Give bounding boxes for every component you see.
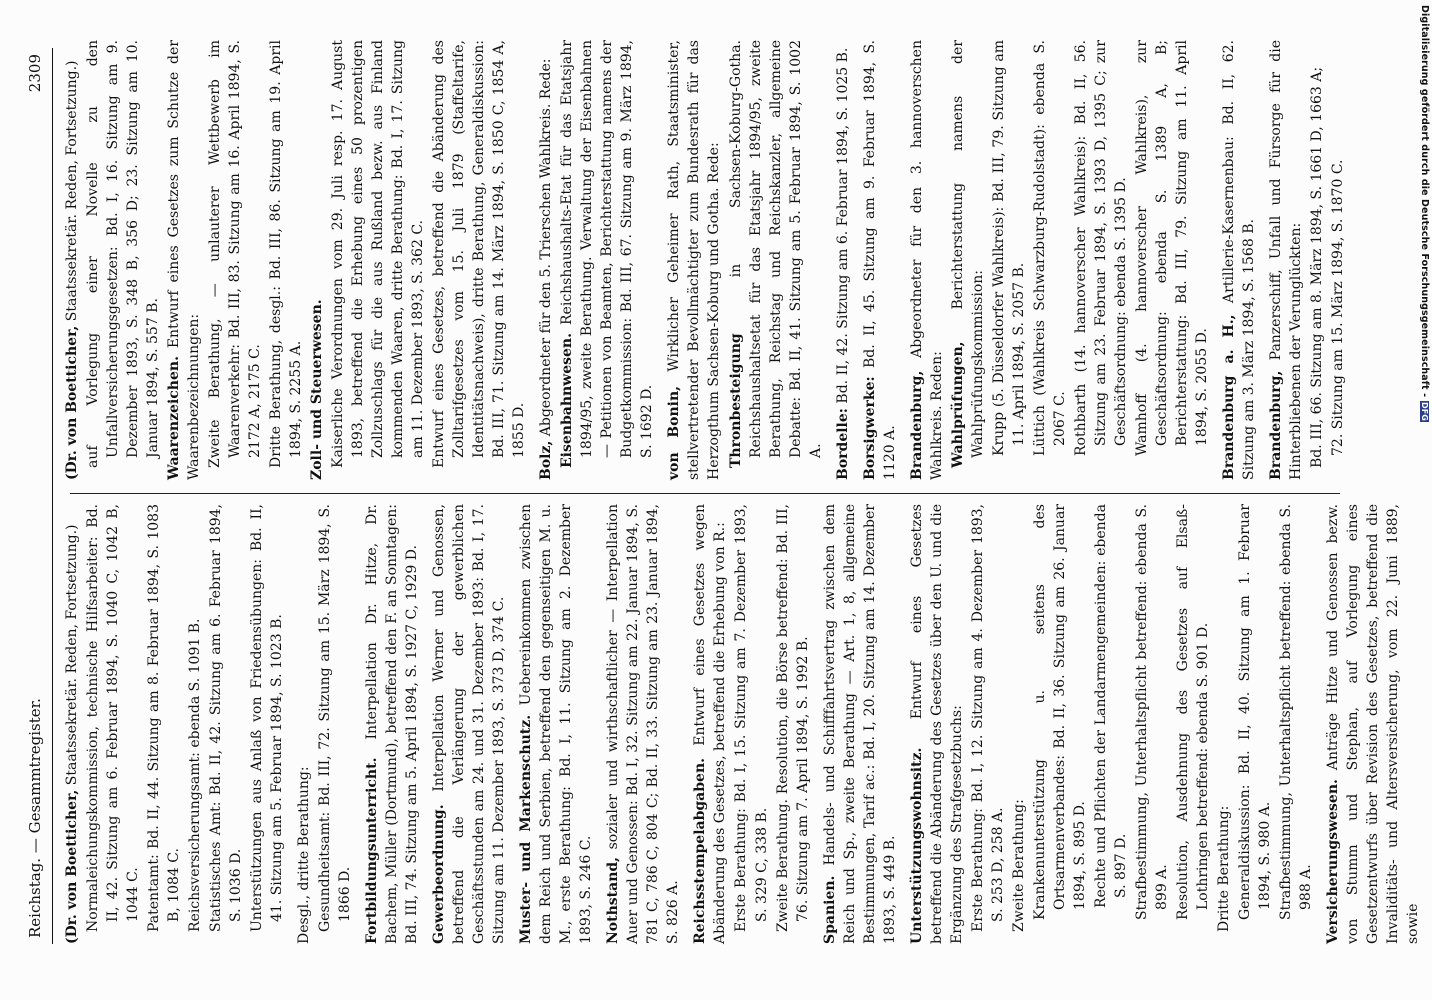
entry-keyword: Brandenburg a. H., [1220,314,1237,480]
entry-keyword: Wahlprüfungen, [949,341,966,468]
entry-text: Staatssekretär. Reden, Fortsetzung.) [64,60,80,326]
column-divider [70,493,1340,494]
index-entry [429,504,509,944]
index-entry [1214,504,1234,944]
entry-text: Zweite Berathung: [1010,799,1027,932]
entry-keyword: Versicherungswesen. [1324,779,1341,944]
entry-keyword: Bolz, [538,440,555,480]
entry-keyword: Zoll- und Steuerwesen. [309,299,326,480]
index-entry [1132,40,1212,480]
entry-text: Zweite Berathung, — unlauterer Wettbewerb im Waarenverkehr: Bd. III, 83. Sitzung am 16. April 1894, S. 2172 A, 2175 C. [207,40,264,468]
index-entry [1323,504,1423,944]
index-entry [1266,40,1306,480]
entry-text: Bd. III, 66. Sitzung am 8. März 1894, S. 1661 D, 1663 A; [1308,66,1325,468]
entry-text: Resolution, Ausdehnung des Gesetzes auf Elsaß-Lothringen betreffend: ebenda S. 901 D. [1174,504,1211,920]
left-column [62,504,1424,944]
entry-text: Generaldiskussion: Bd. II, 40. Sitzung am 1. Februar 1894, S. 980 A. [1236,504,1273,920]
index-entry [907,40,947,480]
entry-text: Normaleichungskommission, technische Hilfsarbeiter: Bd. II, 42. Sitzung am 6. Februar 1894, S. 1040 C, 1042 B, 1044 C. [85,504,142,932]
entry-text: Unterstützungen aus Anlaß von Friedensübungen: Bd. II, 41. Sitzung am 5. Februar 1894, S. 1023 B. [249,504,286,932]
right-column [62,40,1349,480]
entry-text: Rothbarth (14. hannoverscher Wahlkreis): Bd. II, 56. Sitzung am 23. Februar 1894, S. 1393 D, 1395 C; zur Geschäftsordnung: ebenda S. 1395 D. [1072,40,1129,456]
entry-text: Bd. II, 42. Sitzung am 6. Februar 1894, S. 1025 B. [834,47,851,409]
index-entry [1030,40,1070,480]
index-entry [185,504,205,944]
entry-keyword: Gewerbeordnung. [431,804,448,944]
entry-text: Handels- und Schifffahrtsvertrag zwischen dem Reich und Sp., zweite Berathung — Art. 1, 8, allgemeine Bestimmungen, Tarif ac.: Bd. I, 20. Sitzung am 14. Dezember 1893, S. 449 B. [821,504,898,944]
running-header [18,48,53,944]
digitization-credit-text: Digitalisierung gefördert durch die Deutsche Forschungsgemeinschaft - [1419,5,1430,401]
index-entry [989,40,1029,480]
index-entry [294,504,314,944]
index-entry [731,504,771,944]
entry-text: Dritte Berathung: [1215,805,1232,932]
index-entry [833,40,853,480]
index-entry [362,504,422,944]
index-entry [1235,504,1275,944]
entry-text: sozialer und wirthschaftlicher — Interpellation Auer und Genossen: Bd. I, 32. Sitzung am 22. Januar 1894, S. 781 C, 786 C, 804 C; Bd. II, 33. Sitzung am 23. Januar 1894, S. 826 A. [605,504,682,944]
entry-keyword: Brandenburg, [908,370,925,480]
entry-text: in Sachsen-Koburg-Gotha. Reichshaushaltsetat für das Etatsjahr 1894/95, zweite Berathung, Reichstag und Reichskanzler, allgemeine Debatte: Bd. II, 41. Sitzung am 5. Februar 1894, S. 1002 A. [727,40,824,458]
index-entry [62,40,82,480]
index-entry [690,504,730,944]
entry-keyword: Eisenbahnwesen. [559,333,576,468]
entry-text: Dritte Berathung, desgl.: Bd. III, 86. Sitzung am 19. April 1894, S. 2255 A. [268,40,305,468]
entry-keyword: Fortbildungsunterricht. [364,757,381,944]
entry-keyword: Brandenburg, [1267,370,1284,480]
index-entry [726,40,826,480]
index-entry [820,504,900,944]
index-entry [1219,40,1259,480]
index-entry [1132,504,1172,944]
entry-keyword: Muster- und Markenschutz. [518,714,535,944]
entry-keyword: Spanien. [821,875,838,944]
entry-text: Gesundheitsamt: Bd. III, 72. Sitzung am 15. März 1894, S. 1866 D. [317,504,354,932]
entry-text: Reichsversicherungsamt: ebenda S. 1091 B. [187,618,204,932]
dfg-logo: DFG [1420,401,1429,421]
entry-text: Wirklicher Geheimer Rath, Staatsminister, stellvertretender Bevollmächtigter zum Bundesrath für das Herzogthum Sachsen-Koburg und Gotha. Rede: [666,39,723,480]
index-entry [307,40,327,480]
index-entry [206,504,246,944]
entry-keyword: Thronbesteigung [727,333,744,468]
index-entry [62,504,82,944]
entry-text: Zweite Berathung. Resolution, die Börse betreffend: Bd. III, 76. Sitzung am 7. April 1894, S. 1992 B. [774,504,811,932]
index-entry [907,504,967,944]
entry-text: Kaiserliche Verordnungen vom 29. Juli resp. 17. August 1893, betreffend die Erhebung eines 50 prozentigen Zollzuschlags für die aus Rußland bezw. aus Finland kommenden Waaren, dritte Berathung: Bd. I, 17. Sitzung am 11. Dezember 1893, S. 362 C. [330,40,427,468]
entry-text: Entwurf eines Gesetzes wegen Abänderung des Gesetzes, betreffend die Erhebung von R.: [692,504,729,944]
index-entry [247,504,287,944]
entry-keyword: Unterstützungswohnsitz. [908,747,925,944]
entry-text: auf Vorlegung einer Novelle zu den Unfallversicherungsgesetzen: Bd. I, 16. Sitzung am 9. Dezember 1893, S. 348 B, 356 D; 23. Sitzung am 10. Januar 1894, S. 557 B. [85,40,162,468]
index-entry [266,40,306,480]
entry-text: Entwurf eines Gesetzes, betreffend die Abänderung des Zolltarifgesetzes vom 15. Juli 1879 (Staffeltarife, Identitätsnachweis), dritte Berathung, Generaldiskussion: Bd. III, 71. Sitzung am 14. März 1894, S. 1850 C, 1854 A, 1855 D. [431,40,528,468]
entry-keyword: (Dr. von Boetticher, [64,789,80,944]
index-entry [1091,504,1131,944]
index-entry [1328,40,1348,480]
entry-text: Uebereinkommen zwischen dem Reich und Serbien, betreffend den gegenseitigen M. u. M., erste Berathung: Bd. I, 11. Sitzung am 2. Dezember 1893, S. 246 C. [518,504,595,944]
index-entry [164,40,204,480]
index-entry [1009,504,1029,944]
index-entry [1276,504,1316,944]
digitization-credit [1416,5,1430,615]
entry-keyword: Reichsstempelabgaben. [692,758,709,944]
entry-text: Strafbestimmung, Unterhaltspflicht betreffend: ebenda S. 899 A. [1133,504,1170,920]
entry-keyword: von Bonin, [666,385,683,480]
index-entry [773,504,813,944]
index-entry [144,504,184,944]
entry-text: Krupp (5. Düsseldorfer Wahlkreis): Bd. III, 79. Sitzung am 11. April 1894, S. 2057 B. [990,40,1027,456]
index-entry [315,504,355,944]
index-entry [860,40,900,480]
index-entry [557,40,657,480]
entry-text: 72. Sitzung am 15. März 1894, S. 1870 C. [1329,159,1346,456]
entry-text: Erste Berathung: Bd. I, 12. Sitzung am 4. Dezember 1893, S. 253 D, 258 A. [969,504,1006,932]
index-entry [603,504,683,944]
page-number: 2309 [26,54,44,93]
entry-text: Bd. II, 45. Sitzung am 9. Februar 1894, S. 1120 A. [861,40,898,480]
index-entry [948,40,988,480]
entry-text: Staatssekretär. Reden, Fortsetzung.) [64,524,80,790]
entry-text: Reichshaushalts-Etat für das Etatsjahr 1894/95, zweite Berathung. Verwaltung der Eisenbahnen — Petitionen von Beamten, Berichterstattung namens der Budgetkommission: Bd. III, 67. Sitzung am 9. März 1894, S. 1692 D. [559,40,656,458]
entry-text: Rechte und Pflichten der Landarmengemeinden: ebenda S. 897 D. [1092,504,1129,908]
index-entry [536,40,556,480]
index-entry [664,40,724,480]
index-entry [1173,504,1213,944]
entry-text: Interpellation Werner und Genossen, betreffend die Verlängerung der gewerblichen Geschäftsstunden am 24. und 31. Dezember 1893: Bd. I, 17. Sitzung am 11. Dezember 1893, S. 373 D, 374 C. [431,504,508,944]
entry-text: Wamhoff (4. hannoverscher Wahlkreis), zur Geschäftsordnung: ebenda S. 1389 A, B; Berichterstattung: Bd. III, 79. Sitzung am 11. April 1894, S. 2055 D. [1133,40,1210,456]
entry-text: Krankenunterstützung u. seitens des Ortsarmenverbandes: Bd. II, 36. Sitzung am 26. Januar 1894, S. 895 D. [1031,504,1088,920]
index-entry [516,504,596,944]
entry-text: Entwurf eines Gesetzes zum Schutze der Waarenbezeichnungen: [166,40,203,480]
entry-keyword: Borsigwerke: [861,376,878,480]
header-left: Reichstag. — Gesammtregister. [26,698,44,938]
index-entry [1030,504,1090,944]
entry-text: Statistisches Amt: Bd. II, 42. Sitzung am 6. Februar 1894, S. 1036 D. [208,504,245,932]
entry-text: Patentamt: Bd. II, 44. Sitzung am 8. Februar 1894, S. 1083 B, 1084 C. [146,504,183,932]
index-entry [83,40,163,480]
entry-text: Artillerie-Kasernenbau: Bd. II, 62. Sitzung am 3. März 1894, S. 1568 B. [1220,39,1257,480]
entry-text: Anträge Hitze und Genossen bezw. von Stumm und Stephan, auf Vorlegung eines Gesetzentwurfs über Revision des Gesetzes, betreffend die Invaliditäts- und Altersversicherung, vom 22. Juni 1889, sowie [1324,504,1421,944]
entry-keyword: Nothstand, [605,856,622,944]
index-entry [968,504,1008,944]
index-entry [205,40,265,480]
entry-text: Erste Berathung: Bd. I, 15. Sitzung am 7. Dezember 1893, S. 329 C, 338 B. [733,504,770,932]
entry-text: Entwurf eines Gesetzes betreffend die Abänderung des Gesetzes über den U. und die Ergänzung des Strafgesetzbuchs: [908,504,965,944]
entry-text: Panzerschiff, Unfall und Fürsorge für die Hinterbliebenen der Verunglückten: [1267,40,1304,480]
entry-text: Abgeordneter für den 5. Trierschen Wahlkreis. Rede: [538,58,555,441]
entry-text: Berichterstattung namens der Wahlprüfungskommission: [949,40,986,458]
index-entry [1071,40,1131,480]
entry-text: Lüttich (Wahlkreis Schwarzburg-Rudolstadt): ebenda S. 2067 C. [1031,40,1068,456]
index-entry [328,40,428,480]
entry-text: Abgeordneter für den 3. hannoverschen Wahlkreis. Reden: [908,40,945,480]
index-entry [83,504,143,944]
entry-keyword: Bordelle: [834,408,851,480]
entry-text: Desgl., dritte Berathung: [296,766,313,944]
index-entry [1307,40,1327,480]
entry-keyword: (Dr. von Boetticher, [64,325,80,480]
entry-text: Interpellation Dr. Hitze, Dr. Bachem, Müller (Dortmund), betreffend den F. an Sonntagen: Bd. III, 74. Sitzung am 5. April 1894, S. 1927 C, 1929 D. [364,504,421,944]
entry-keyword: Waarenzeichen. [166,356,183,480]
index-entry [429,40,529,480]
entry-text: Strafbestimmung, Unterhaltspflicht betreffend: ebenda S. 988 A. [1277,504,1314,920]
